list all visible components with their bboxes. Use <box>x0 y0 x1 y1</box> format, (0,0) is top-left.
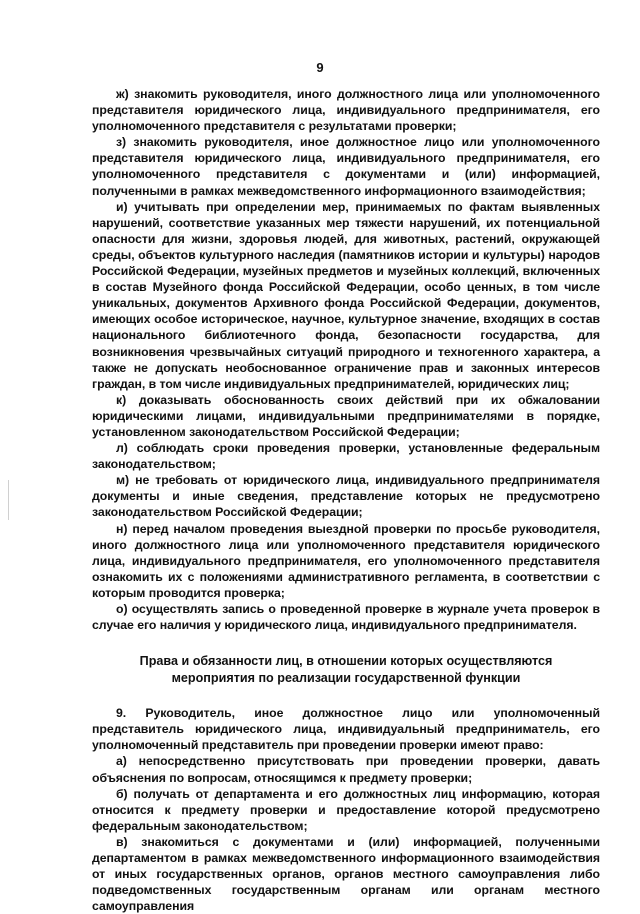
paragraph-o: о) осуществлять запись о проведенной проверке в журнале учета проверок в случае его наличия у юридического лица, индивидуального предпринимателя. <box>92 602 600 633</box>
paragraph-m: м) не требовать от юридического лица, индивидуального предпринимателя документы и иные сведения, представление которых не предусмотрено законодательством Российской Федерации; <box>92 473 600 520</box>
paragraph-v: в) знакомиться с документами и (или) информацией, полученными департаментом в рамках межведомственного информационного взаимодействия от иных государственных органов, органов местного самоуправления либо подведомственных государственным органам или органам местного самоуправления <box>92 834 600 914</box>
section-heading <box>92 653 600 687</box>
paragraph-k: к) доказывать обоснованность своих действий при их обжаловании юридическими лицами, индивидуальными предпринимателями в порядке, установленном законодательством Российской Федерации; <box>92 392 600 439</box>
paragraph-9: 9. Руководитель, иное должностное лицо или уполномоченный представитель юридического лица, индивидуальный предприниматель, его уполномоченный представитель при проведении проверки имеют право: <box>92 706 600 753</box>
paragraph-b: б) получать от департамента и его должностных лиц информацию, которая относится к предмету проверки и предоставление которой предусмотрено федеральным законодательством; <box>92 786 600 833</box>
paragraph-i: и) учитывать при определении мер, принимаемых по фактам выявленных нарушений, соответствие указанных мер тяжести нарушений, их потенциальной опасности для жизни, здоровья людей, для животных, растений, окружающей среды, объектов культурного наследия (памятников истории и культуры) народов Российской Федерации, музейных предметов и музейных коллекций, включенных в состав Музейного фонда Российской Федерации, особо ценных, в том числе уникальных, документов Архивного фонда Российской Федерации, документов, имеющих особое историческое, научное, культурное значение, входящих в состав национального библиотечного фонда, безопасности государства, для возникновения чрезвычайных ситуаций природного и техногенного характера, а также не допускать необоснованное ограничение прав и законных интересов граждан, в том числе индивидуальных предпринимателей, юридических лиц; <box>92 199 600 391</box>
section-heading-line: Права и обязанности лиц, в отношении которых осуществляются <box>139 654 553 669</box>
scan-artifact <box>8 480 9 520</box>
document-body <box>92 86 600 914</box>
paragraph-zh: ж) знакомить руководителя, иного должностного лица или уполномоченного представителя юридического лица, индивидуального предпринимателя, его уполномоченного представителя с результатами проверки; <box>92 87 600 134</box>
paragraph-l: л) соблюдать сроки проведения проверки, установленные федеральным законодательством; <box>92 441 600 472</box>
page-number: 9 <box>316 60 324 75</box>
paragraph-z: з) знакомить руководителя, иное должностное лицо или уполномоченного представителя юридического лица, индивидуального предпринимателя, его уполномоченного представителя с документами и (или) информацией, полученными в рамках межведомственного информационного взаимодействия; <box>92 135 600 198</box>
section-heading-line: мероприятия по реализации государственной функции <box>171 671 521 686</box>
paragraph-a: а) непосредственно присутствовать при проведении проверки, давать объяснения по вопросам, относящимся к предмету проверки; <box>92 754 600 785</box>
paragraph-n: н) перед началом проведения выездной проверки по просьбе руководителя, иного должностного лица или уполномоченного представителя юридического лица, индивидуального предпринимателя, его уполномоченного представителя ознакомить их с положениями административного регламента, в соответствии с которым проводится проверка; <box>92 521 600 600</box>
